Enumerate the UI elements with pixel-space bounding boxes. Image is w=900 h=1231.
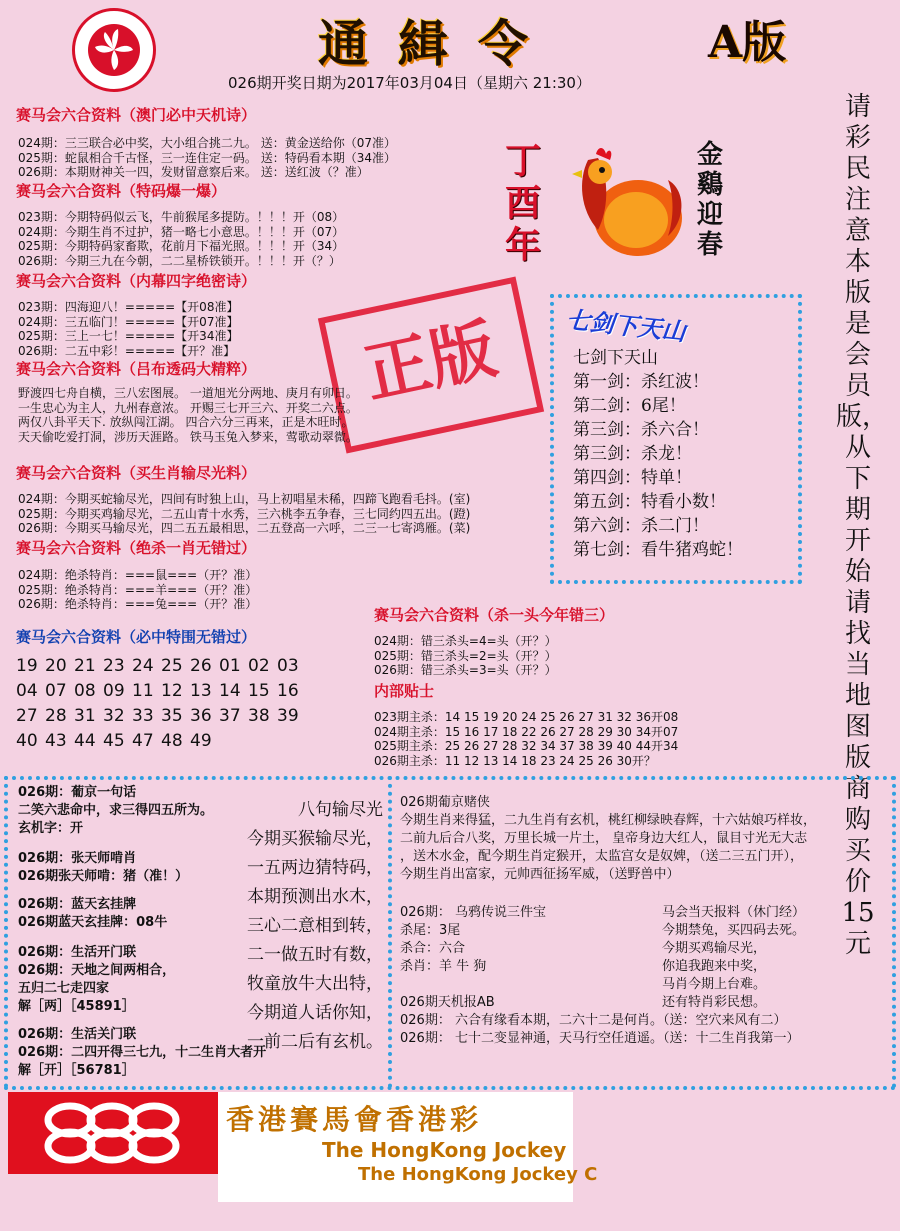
number-cell: 11 (132, 681, 154, 701)
number-cell: 14 (219, 681, 241, 701)
number-cell: 49 (190, 731, 212, 751)
section-body-secret-poem: 023期：四海迎八！=====【开08准】 024期：三五临门！=====【开07准】 025期：三上一七！=====【开34准】 026期：二五中彩！=====【开？准】 (18, 300, 239, 358)
year-label: 丁酉年 (505, 140, 542, 266)
jockey-club-emblem-icon (8, 1092, 218, 1174)
number-cell: 43 (45, 731, 67, 751)
number-cell: 16 (277, 681, 299, 701)
banner-chinese-name: 香港賽馬會香港彩 (226, 1103, 483, 1136)
number-cell: 44 (74, 731, 96, 751)
banner-english-name-2: The HongKong Jockey C (358, 1164, 598, 1185)
number-cell: 01 (219, 656, 241, 676)
number-cell: 39 (277, 706, 299, 726)
page-title: 通緝令 (318, 14, 558, 73)
seven-swords-list: 七剑下天山 第一剑：杀红波！ 第二剑：6尾！ 第三剑：杀六合！ 第三剑：杀龙！ 第四剑：特单！ 第五剑：特看小数！ 第六剑：杀二门！ 第七剑：看牛猪鸡蛇！ (573, 348, 743, 560)
section-title-must-win: 赛马会六合资料（必中特围无错过） (16, 628, 257, 646)
tianji-block: 026期天机报AB 026期： 六合有缘看本期，二六十二是何肖。（送：空穴来风有二） 026期： 七十二变显神通，天马行空任逍遥。（送：十二生肖我第一） (400, 995, 800, 1046)
section-body-lose-zodiac: 024期：今期买蛇输尽光，四间有时独上山，马上初唱星未稀，四蹄飞跑看毛抖。(室) 025期：今期买鸡输尽光，二五山青十水秀，三六桃李五争春，三七同约四五出。(蹬) 026期：今期买马输尽光，四二五五最相思，二五登高一六呼，二三一七寄鸿雁。(菜) (18, 492, 471, 535)
horse-report-block: 马会当天报料（休门经） 今期禁兔，买四码去死。 今期买鸡输尽光， 你追我跑来中奖， 马肖今期上台难。 还有特肖彩民想。 (662, 905, 806, 1010)
rooster-icon (568, 140, 688, 262)
divider-top (4, 776, 896, 780)
section-body-macau-poem: 024期：三三联合必中奖，大小组合挑二九。 送：黄金送给你（07准） 025期：蛇鼠相合千古怪，三一连住定一码。 送：特码看本期（34准） 026期：本期财神关一四，发财留意察后来。 送：送红波（？准） (18, 136, 396, 179)
section-title-lose-zodiac: 赛马会六合资料（买生肖输尽光料） (16, 464, 257, 482)
edition-label: A版 (708, 17, 787, 68)
number-cell: 19 (16, 656, 38, 676)
zhang-tianshi-block: 026期：张天师啃肖 026期张天师啃：猪（准！） (18, 851, 189, 884)
section-title-kill-head: 赛马会六合资料（杀一头今年错三） (374, 606, 615, 624)
section-title-kill-zodiac: 赛马会六合资料（绝杀一肖无错过） (16, 539, 257, 557)
number-cell: 03 (277, 656, 299, 676)
divider-left (4, 776, 8, 1088)
divider-bottom (4, 1086, 896, 1090)
number-cell: 07 (45, 681, 67, 701)
number-cell: 09 (103, 681, 125, 701)
authentic-stamp: 正版 (318, 277, 544, 454)
section-title-insider-tips: 内部贴士 (374, 682, 435, 700)
number-cell: 37 (219, 706, 241, 726)
section-title-lubu: 赛马会六合资料（吕布透码大精粹） (16, 360, 257, 378)
member-notice: 请彩民注意本版是会员版，从下期开始请找当地图版商购买价15元 (836, 92, 889, 959)
spring-greeting: 金鷄迎春 (697, 140, 724, 260)
lan-tianxuan-block: 026期：蓝天玄挂牌 026期蓝天玄挂牌：08牛 (18, 897, 168, 930)
number-cell: 27 (16, 706, 38, 726)
number-cell: 38 (248, 706, 270, 726)
section-body-kill-zodiac: 024期：绝杀特肖：===鼠===（开？准） 025期：绝杀特肖：===羊===（开？准） 026期：绝杀特肖：===兔===（开？准） (18, 568, 258, 611)
number-row (16, 679, 306, 704)
number-cell: 48 (161, 731, 183, 751)
section-body-lubu: 野渡四七舟自横，三八宏图展。 一道旭光分两地、庚月有卯日。 一生忠心为主人，九州春意浓。 开赐三七开三六、开奖二六点。 两仅八卦平天下. 放纵闯江湖。 四合六分三再来，正是木旺时。 天天偷吃爱打洞，涉历天涯路。 铁马玉兔入梦来，莺歌动翠微。 (18, 386, 358, 444)
crow-block: 026期： 乌鸦传说三件宝 杀尾：3尾 杀合：六合 杀肖：羊 牛 狗 (400, 905, 546, 974)
banner-english-name-1: The HongKong Jockey (322, 1138, 567, 1162)
number-cell: 35 (161, 706, 183, 726)
hk-emblem-logo (72, 8, 156, 92)
number-cell: 47 (132, 731, 154, 751)
section-title-special-code: 赛马会六合资料（特码爆一爆） (16, 182, 227, 200)
number-cell: 40 (16, 731, 38, 751)
open-door-couplet: 026期：生活开门联 026期：天地之间两相合， 五归二七走四家 解［两］［45891］ (18, 945, 176, 1014)
number-row (16, 654, 306, 679)
divider-middle (388, 776, 392, 1088)
number-cell: 33 (132, 706, 154, 726)
number-cell: 02 (248, 656, 270, 676)
draw-date: 026期开奖日期为2017年03月04日（星期六 21:30） (228, 74, 591, 92)
number-grid (16, 654, 306, 754)
bauhinia-icon (75, 11, 153, 89)
number-cell: 12 (161, 681, 183, 701)
number-cell: 13 (190, 681, 212, 701)
gambler-block: 026期葡京赌侠 今期生肖来得猛，二九生肖有玄机，桃红柳绿映春辉，十六姑娘巧样妆， 二前九后合八奖，万里长城一片土， 皇帝身边大红人，鼠目寸光无大志 ，送木水金，配今期生肖定猴开，太监宫女是奴婢，（送二三五门开）， 今期生肖出富家，元帅西征扬军威，（送野兽中） (400, 795, 817, 882)
number-cell: 25 (161, 656, 183, 676)
number-cell: 23 (103, 656, 125, 676)
section-body-special-code: 023期：今期特码似云飞，牛前猴尾多提防。！！！开（08） 024期：今期生肖不过护，猪一略七小意思。！！！开（07） 025期：今期特码家畜欺，花前月下福光照。！！！开（34） 026期：今期三九在今朝，二二星桥铁锁开。！！！开（？） (18, 210, 345, 268)
number-cell: 28 (45, 706, 67, 726)
number-cell: 32 (103, 706, 125, 726)
number-cell: 31 (74, 706, 96, 726)
close-door-couplet: 026期：生活关门联 026期：二四开得三七九，十二生肖大者开 解［开］［56781］ (18, 1027, 267, 1078)
section-body-insider-tips: 023期主杀：14 15 19 20 24 25 26 27 31 32 36开08 024期主杀：15 16 17 18 22 26 27 28 29 30 34开07 025期主杀：25 26 27 28 32 34 37 38 39 40 44开34 026期主杀：11 12 13 14 18 23 24 25 26 30开？ (374, 710, 679, 768)
number-cell: 36 (190, 706, 212, 726)
number-cell: 24 (132, 656, 154, 676)
section-title-macau-poem: 赛马会六合资料（澳门必中天机诗） (16, 106, 257, 124)
number-cell: 08 (74, 681, 96, 701)
number-cell: 15 (248, 681, 270, 701)
jockey-club-logo (8, 1092, 218, 1174)
jockey-club-banner (218, 1092, 598, 1202)
eight-line-poem: 八句输尽光 今期买猴输尽光， 一五两边猜特码， 本期预测出水木， 三心二意相到转， 二一做五时有数， 牧童放牛大出特， 今期道人话你知， 一前二后有玄机。 (247, 800, 383, 1052)
section-body-kill-head: 024期：错三杀头=4=头（开？） 025期：错三杀头=2=头（开？） 026期：错三杀头=3=头（开？） (374, 634, 557, 677)
seven-swords-banner: 七剑下天山 (564, 305, 687, 347)
section-title-secret-poem: 赛马会六合资料（内幕四字绝密诗） (16, 272, 257, 290)
number-cell: 20 (45, 656, 67, 676)
number-cell: 21 (74, 656, 96, 676)
number-row (16, 729, 306, 754)
number-row (16, 704, 306, 729)
number-cell: 26 (190, 656, 212, 676)
pujing-block: 026期：葡京一句话 二笑六悲命中，求三得四五所为。 玄机字：开 (18, 785, 214, 836)
number-cell: 45 (103, 731, 125, 751)
divider-right (892, 776, 896, 1088)
number-cell: 04 (16, 681, 38, 701)
